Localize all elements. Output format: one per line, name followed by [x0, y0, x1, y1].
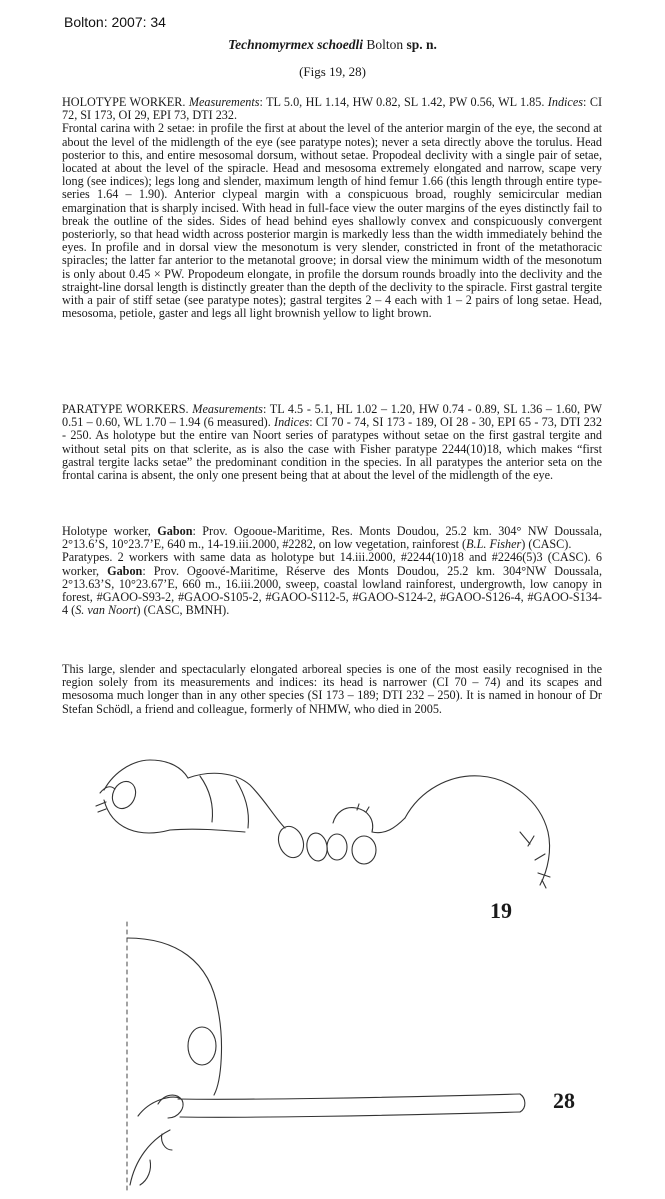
figure-28-head-face — [127, 922, 525, 1190]
taxon-status: sp. n. — [406, 37, 437, 52]
holotype-material-text: Holotype worker, — [62, 524, 158, 538]
paratype-measurements-label: Measurements — [192, 402, 263, 416]
holotype-locality: : Prov. Ogooue-Maritime, Res. Monts Doudou, 25.2 km. 304° NW Doussala, 2°13.6’S, 10°23.7’E, 640 m., 14-19.iii.2000, #2282, on low vegetation, rainforest ( — [62, 524, 602, 552]
figures-reference: (Figs 19, 28) — [299, 64, 366, 79]
taxon-name: Technomyrmex schoedli — [228, 37, 363, 52]
holotype-heading: HOLOTYPE WORKER. — [62, 95, 186, 109]
holotype-measurements-label: Measurements — [188, 95, 260, 109]
citation-header: Bolton: 2007: 34 — [64, 14, 166, 30]
paratype-country: Gabon — [107, 563, 143, 578]
paratype-indices-label: Indices — [274, 415, 310, 430]
paratype-material-text: Paratypes. 2 workers with same data as holotype but 14.iii.2000, #2244(10)18 and #2246(5)3 (CASC). 6 worker, — [62, 550, 602, 578]
paratype-locality: : Prov. Ogoové-Maritime, Réserve des Monts Doudou, 25.2 km. 304°NW Doussala, 2°13.63’S, 10°23.67’E, 660 m., 16.iii.2000, sweep, coastal lowland rainforest, undergrowth, low canopy in forest, #GAOO-S93-2, #GAOO-S105-2, #GAOO-S112-5, #GAOO-S124-2, #GAOO-S126-4, #GAOO-S134-4 ( — [62, 563, 603, 618]
taxon-author: Bolton — [366, 37, 404, 52]
figure-19-ant-profile — [96, 760, 550, 888]
holotype-depository: ) (CASC). — [521, 537, 572, 552]
figure-28-label: 28 — [553, 1088, 575, 1113]
paratype-description: As holotype but the entire van Noort series of paratypes without setae on the first gastral tergite and without setal pits on that sclerite, as is also the case with Fisher paratype 2244(10)18, which makes “first gastral tergite lacks setae” the predominant condition in the species. In all paratypes the anterior seta on the frontal carina is absent, the only one present being that at about the level of the midlength of the eye. — [62, 428, 603, 483]
holotype-description: Frontal carina with 2 setae: in profile the first at about the level of the anterior margin of the eye, the second at about the level of the midlength of the eye (see paratype notes); never a seta directly above the torulus. Head posterior to this, and entire mesosomal dorsum, without setae. Propodeal declivity with a single pair of setae, located at about the level of the spiracle. Head and mesosoma extremely elongated and narrow, scape very long (see indices); legs long and slender, maximum length of hind femur 1.66 (this length through entire type-series 1.64 – 1.90). Anterior clypeal margin with a conspicuous broad, roughly semicircular median emargination that is sharply incised. With head in full-face view the outer margins of the eyes distinctly fail to break the outline of the sides. Sides of head behind eyes shallowly convex and conspicuously convergent posteriorly, so that head width across posterior margin is markedly less than the width immediately behind the eyes. In profile and in dorsal view the mesonotum is very slender, constricted in front of the metathoracic spiracles; the latter far anterior to the metanotal groove; in dorsal view the minimum width of the mesonotum is only about 0.45 × PW. Propodeum elongate, in profile the dorsum rounds broadly into the declivity and the straight-line dorsal length is distinctly greater than the depth of the declivity to the spiracle. First gastral tergite with a pair of stiff setae (see paratype notes); gastral tergites 2 – 4 each with 1 – 2 pairs of long setae. Head, mesosoma, petiole, gaster and legs all light brownish yellow to light brown. — [62, 121, 602, 321]
paratype-heading: PARATYPE WORKERS. — [62, 402, 189, 416]
remarks-paragraph: This large, slender and spectacularly elongated arboreal species is one of the most easily recognised in the region solely from its measurements and indices: its head is narrower (CI 70 – 74) and its scapes and mesosoma much longer than in any other species (SI 173 – 189; DTI 232 – 250). It is named in honour of Dr Stefan Schödl, a friend and colleague, formerly of NHMW, who died in 2005. — [62, 662, 602, 716]
paratype-collector: S. van Noort — [75, 603, 137, 618]
paratype-measurements: : TL 4.5 - 5.1, HL 1.02 – 1.20, HW 0.74 - 0.89, SL 1.36 – 1.60, PW 0.51 – 0.60, WL 1.70 – 1.94 (6 measured). — [62, 402, 603, 430]
paratype-depository: ) (CASC, BMNH). — [136, 603, 230, 618]
holotype-measurements: : TL 5.0, HL 1.14, HW 0.82, SL 1.42, PW 0.56, WL 1.85. — [259, 95, 548, 109]
holotype-indices-label: Indices — [547, 95, 583, 109]
holotype-collector: B.L. Fisher — [466, 537, 522, 552]
paratype-indices: : CI 70 - 74, SI 173 - 189, OI 28 - 30, EPI 65 - 73, DTI 232 - 250. — [62, 415, 602, 443]
holotype-country: Gabon — [157, 524, 193, 538]
figure-19-label: 19 — [490, 898, 512, 923]
holotype-indices: : CI 72, SI 173, OI 29, EPI 73, DTI 232. — [62, 95, 603, 123]
